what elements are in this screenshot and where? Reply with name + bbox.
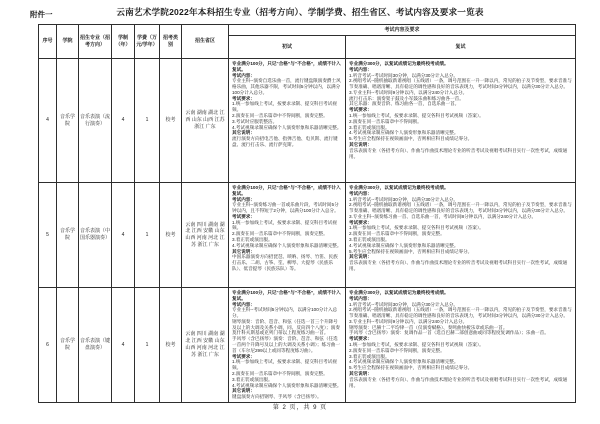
- exam-text-line: 3.考试时应服装整洁。: [232, 118, 278, 124]
- header-college: 学院: [57, 25, 79, 59]
- exam-text-line: 专业主科--演奏自选乐曲一首，流行键盘限演奏爵士风格乐曲，其他乐器不限，考试时间5分钟以内，以满分100分计入总分。: [232, 78, 341, 95]
- exam-text-line: 流行演奏方向招电吉他、指弹吉他、电贝斯、流行键盘、流行打击乐、流行萨克斯。: [232, 136, 338, 147]
- exam-text-line: 3.着正装或演出服。: [232, 237, 273, 243]
- exam-text-line: 3.着正装或演出服。: [349, 353, 390, 359]
- cell-first-exam: [229, 288, 346, 403]
- exam-text-line: 1.听音考试--考试时间30分钟，以满分30分计入总分。: [349, 301, 458, 307]
- exam-text-line: 考试要求：: [232, 213, 255, 219]
- exam-text-line: 其它说明：: [349, 254, 372, 260]
- cell-first-exam: [229, 183, 346, 288]
- cell-major: 音乐表演（中国乐器演奏）: [79, 183, 112, 288]
- cell-no: 6: [39, 288, 57, 403]
- exam-text-line: 中国乐器演奏方向招琵琶、唢呐、扬琴、竹笛、民族打击乐、二胡、古筝、笙、柳琴、大提琴（民族乐队）、低音提琴（民族乐队）等。: [232, 254, 338, 271]
- cell-second-exam: [346, 183, 576, 288]
- cell-tuition: 1: [135, 183, 160, 288]
- header-category: 招考类别: [160, 25, 182, 59]
- header-exam-group: 考试内容及要求: [229, 25, 576, 36]
- exam-text-line: 4.考试视频录制应确保个人演奏形象和乐器清晰完整。: [232, 124, 342, 130]
- exam-text-line: 专业满分300分，以复试成绩记为最终校考成绩。: [349, 290, 449, 295]
- exam-text-line: 3.专业主科--演奏练习曲一首、自选乐曲一首，考试时间8分钟以内，以满分240分计入总分。: [349, 213, 537, 219]
- exam-text-line: 其它说明：: [232, 248, 255, 254]
- exam-text-line: 3.着正装或演出服。: [349, 124, 390, 130]
- exam-text-line: 手风琴（含巴扬琴）演奏：复调作品一首（选自巴赫二部创意曲或同等程度复调作品）；乐曲一首。: [349, 330, 549, 336]
- cell-college: 音乐学院: [57, 183, 79, 288]
- exam-text-line: 1.统一参加线上考试，按要求录制、提交各科目考试视频（答案）。: [349, 113, 484, 119]
- exam-text-line: 其它说明：: [349, 141, 372, 147]
- header-first-exam: 初试: [229, 36, 346, 59]
- header-provinces: 招生省区: [182, 25, 229, 59]
- exam-text-line: 1.统一参加线上考试，按要求录制、提交科目考试视频。: [232, 219, 337, 231]
- exam-text-line: 5.考生应全程保持在视频画面中，否则相应科目成绩记零分。: [349, 365, 473, 371]
- exam-text-line: 专业主科--考试时间5分钟以内，以满分100分计入总分。: [232, 307, 338, 319]
- exam-text-line: 其它说明：: [232, 130, 255, 136]
- cell-tuition: 1: [135, 288, 160, 403]
- page-title: 云南艺术学院2022年本科招生专业（招考方向）、学制学费、招生省区、考试内容及要求一览表: [116, 7, 484, 17]
- exam-text-line: 考试要求：: [349, 336, 372, 342]
- cell-provinces: 云南 四川 湖南 湖北 江西 安徽 山东 山西 河南 河北 江苏 浙江 广东: [182, 183, 229, 288]
- exam-text-line: 考试要求：: [349, 219, 372, 225]
- cell-second-exam: [346, 59, 576, 183]
- exam-text-line: 其它说明：: [349, 370, 372, 376]
- header-second-exam: 复试: [346, 36, 576, 59]
- exam-text-line: 4.考试视频录制应确保个人演奏形象和乐器清晰完整。: [232, 242, 342, 248]
- cell-tuition: 1: [135, 59, 160, 183]
- exam-text-line: 2.演奏在同一音乐篇章中不得间断，演奏完整。: [232, 370, 328, 376]
- exam-text-line: 2.视唱考试--随机抽取新谱视唱（五线谱）一条，调号范围在一升一降以内，常见的拍子及节奏型，要求音准与节奏准确、唱谱清晰、具有稳定的调性感和良好的音乐表现力，考试时间3分钟以内，以满分30分计入总分。: [349, 202, 572, 214]
- exam-text-line: 考试内容：: [232, 196, 255, 202]
- exam-text-line: 1.统一参加线上考试，按要求录制、提交科目考试视频。: [232, 359, 337, 371]
- exam-text-line: 2.演奏在同一音乐篇章中不得间断，演奏完整。: [349, 347, 445, 353]
- exam-text-line: 4.考试视频录制应确保个人演奏形象和乐器清晰完整。: [349, 359, 459, 365]
- exam-text-line: 考试要求：: [349, 107, 372, 113]
- cell-provinces: 云南 四川 湖南 湖北 江西 安徽 山东 山西 河南 河北 江苏 浙江 广东: [182, 288, 229, 403]
- exam-text-line: 考试要求：: [232, 95, 255, 101]
- doc-header: [0, 6, 600, 22]
- exam-text-line: 专业满分100分，只记“合格”与“不合格”，成绩不计入复试。: [232, 185, 341, 196]
- exam-text-line: 专业满分300分，以复试成绩记为最终校考成绩。: [349, 61, 449, 66]
- table-body: [39, 59, 576, 403]
- exam-text-line: 专业主科--演奏练习曲一首或乐曲片段，考试时间5分钟以内，且不得短于2分钟，以满分100分计入总分。: [232, 202, 339, 214]
- exam-text-line: 3.专业主科--考试时间9分钟以内，以满分240分计入总分。: [349, 89, 468, 95]
- cell-category: 校考: [160, 288, 182, 403]
- cell-major: 音乐表演（键盘演奏）: [79, 288, 112, 403]
- cell-years: 4: [112, 183, 135, 288]
- exam-text-line: 钢琴演奏：巴赫十二平均律一首（仅演奏赋格）、奏鸣曲快板乐章或乐曲一首。: [349, 324, 508, 330]
- exam-text-line: 5.考生应全程保持在视频画面中，否则相应科目成绩记零分。: [349, 136, 473, 142]
- exam-text-line: 考试内容：: [232, 301, 255, 307]
- exam-text-line: 2.演奏在同一音乐篇章中不得间断，演奏完整。: [232, 231, 328, 237]
- cell-major: 音乐表演（流行演奏）: [79, 59, 112, 183]
- exam-text-line: 4.考试视频录制应确保个人演奏形象和乐器清晰完整。: [349, 130, 459, 136]
- enrollment-table: [38, 24, 576, 403]
- table-row: [39, 59, 576, 183]
- exam-text-line: 1.统一参加线上考试，按要求录制、提交各科目考试视频（答案）。: [349, 342, 484, 348]
- exam-text-line: 专业满分100分，只记“合格”与“不合格”，成绩不计入复试。: [232, 290, 341, 301]
- exam-text-line: 其它说明：: [232, 388, 255, 394]
- cell-college: 音乐学院: [57, 59, 79, 183]
- exam-text-line: 1.听音考试--考试时间30分钟，以满分30分计入总分。: [349, 196, 458, 202]
- exam-text-line: 考试要求：: [232, 353, 255, 359]
- exam-text-line: 音乐表演专业（各招考方向）、作曲与作曲技术理论专业的听音考试及视唱考试科目实行一次性考试，成绩通用。: [349, 376, 568, 388]
- header-no: 序号: [39, 25, 57, 59]
- cell-years: 4: [112, 288, 135, 403]
- header-years: 学制（年）: [112, 25, 135, 59]
- cell-college: 音乐学院: [57, 288, 79, 403]
- exam-text-line: 2.演奏在同一音乐篇章中不得间断。: [349, 118, 422, 124]
- exam-text-line: 音乐表演专业（各招考方向）、作曲与作曲技术理论专业的听音考试及视唱考试科目实行一次性考试，成绩通用。: [349, 260, 568, 271]
- cell-first-exam: [229, 59, 346, 183]
- cell-second-exam: [346, 288, 576, 403]
- exam-text-line: 键盘演奏方向招钢琴、手风琴（含巴扬琴）。: [232, 394, 322, 400]
- cell-no: 5: [39, 183, 57, 288]
- exam-text-line: 5.考生应全程保持在视频画面中，否则相应科目成绩记零分。: [349, 248, 473, 254]
- exam-text-line: 1.听音考试--考试时间30分钟，以满分30分计入总分。: [349, 72, 458, 78]
- cell-category: 校考: [160, 183, 182, 288]
- exam-text-line: 考试内容：: [349, 66, 372, 72]
- exam-text-line: 钢琴演奏：音阶、琶音、和弦（任选一首三个升降号及以上的大调及关系小调，同、反向四个八度）；演奏莫什科夫斯基或克列门蒂以上程度练习曲一首。: [232, 318, 340, 336]
- page-number: 第 2 页，共 9 页: [272, 405, 328, 411]
- exam-text-line: 2.演奏在同一音乐篇章中不得间断，演奏完整。: [232, 113, 328, 119]
- exam-text-line: 音乐表演专业（各招考方向）、作曲与作曲技术理论专业的听音考试及视唱考试科目实行一次性考试，成绩通用。: [349, 147, 568, 159]
- exam-text-line: 考试内容：: [232, 72, 255, 78]
- cell-category: 校考: [160, 59, 182, 183]
- exam-text-line: 2.视唱考试--随机抽取新谱视唱（五线谱）一条，调号范围在一升一降以内，常见的拍子及节奏型，要求音准与节奏准确、唱谱清晰、具有稳定的调性感和良好的音乐表现力，考试时间3分钟以内，以满分30分计入总分。: [349, 78, 572, 90]
- exam-text-line: 3.着正装或演出服。: [232, 376, 273, 382]
- exam-text-line: 1.统一参加线上考试，按要求录制、提交各科目考试视频（答案）。: [349, 225, 484, 231]
- exam-text-line: 1.统一参加线上考试，按要求录制、提交科目考试视频。: [232, 101, 337, 113]
- table-row: [39, 288, 576, 403]
- cell-provinces: 云南 湖南 湖北 江西 山东 山西 江苏 浙江 广东: [182, 59, 229, 183]
- exam-text-line: 2.演奏在同一音乐篇章中不得间断，演奏完整。: [349, 231, 445, 237]
- exam-text-line: 手风琴（含巴扬琴）演奏：音阶、琶音、和弦（任选一首两个升降号及以上的大调及关系小调）；练习曲一首（车尔尼299以上或同等程度练习曲）。: [232, 336, 340, 353]
- exam-text-line: 3.专业主科--考试时间9分钟以内，以满分240分计入总分。: [349, 318, 468, 324]
- cell-no: 4: [39, 59, 57, 183]
- exam-text-line: 专业满分100分，只记“合格”与“不合格”，成绩不计入复试。: [232, 61, 341, 72]
- exam-text-line: 3.着正装或演出服。: [349, 237, 390, 243]
- exam-text-line: 流行打击乐：演奏架子鼓及小军鼓乐曲和练习曲各一首。: [349, 95, 464, 101]
- exam-text-line: 其它乐器：演奏音阶、练习曲各一首，自选乐曲一首。: [349, 101, 460, 107]
- exam-text-line: 4.考试视频录制应确保个人演奏形象和乐器清晰完整。: [349, 242, 459, 248]
- exam-text-line: 考试内容：: [349, 190, 372, 196]
- exam-text-line: 考试内容：: [349, 295, 372, 301]
- header-major: 招生专业（招考方向）: [79, 25, 112, 59]
- exam-text-line: 专业满分300分，以复试成绩记为最终校考成绩。: [349, 185, 449, 190]
- attachment-label: 附件一: [30, 10, 53, 19]
- table-row: [39, 183, 576, 288]
- exam-text-line: 2.视唱考试--随机抽取新谱视唱（五线谱）一条，调号范围在一升一降以内，常见的拍子及节奏型，要求音准与节奏准确、唱谱清晰、具有稳定的调性感和良好的音乐表现力，考试时间3分钟以内，以满分30分计入总分。: [349, 307, 572, 319]
- cell-years: 4: [112, 59, 135, 183]
- header-tuition: 学费（万元/学年）: [135, 25, 160, 59]
- exam-text-line: 4.考试视频录制应确保个人演奏形象和乐器清晰完整。: [232, 382, 342, 388]
